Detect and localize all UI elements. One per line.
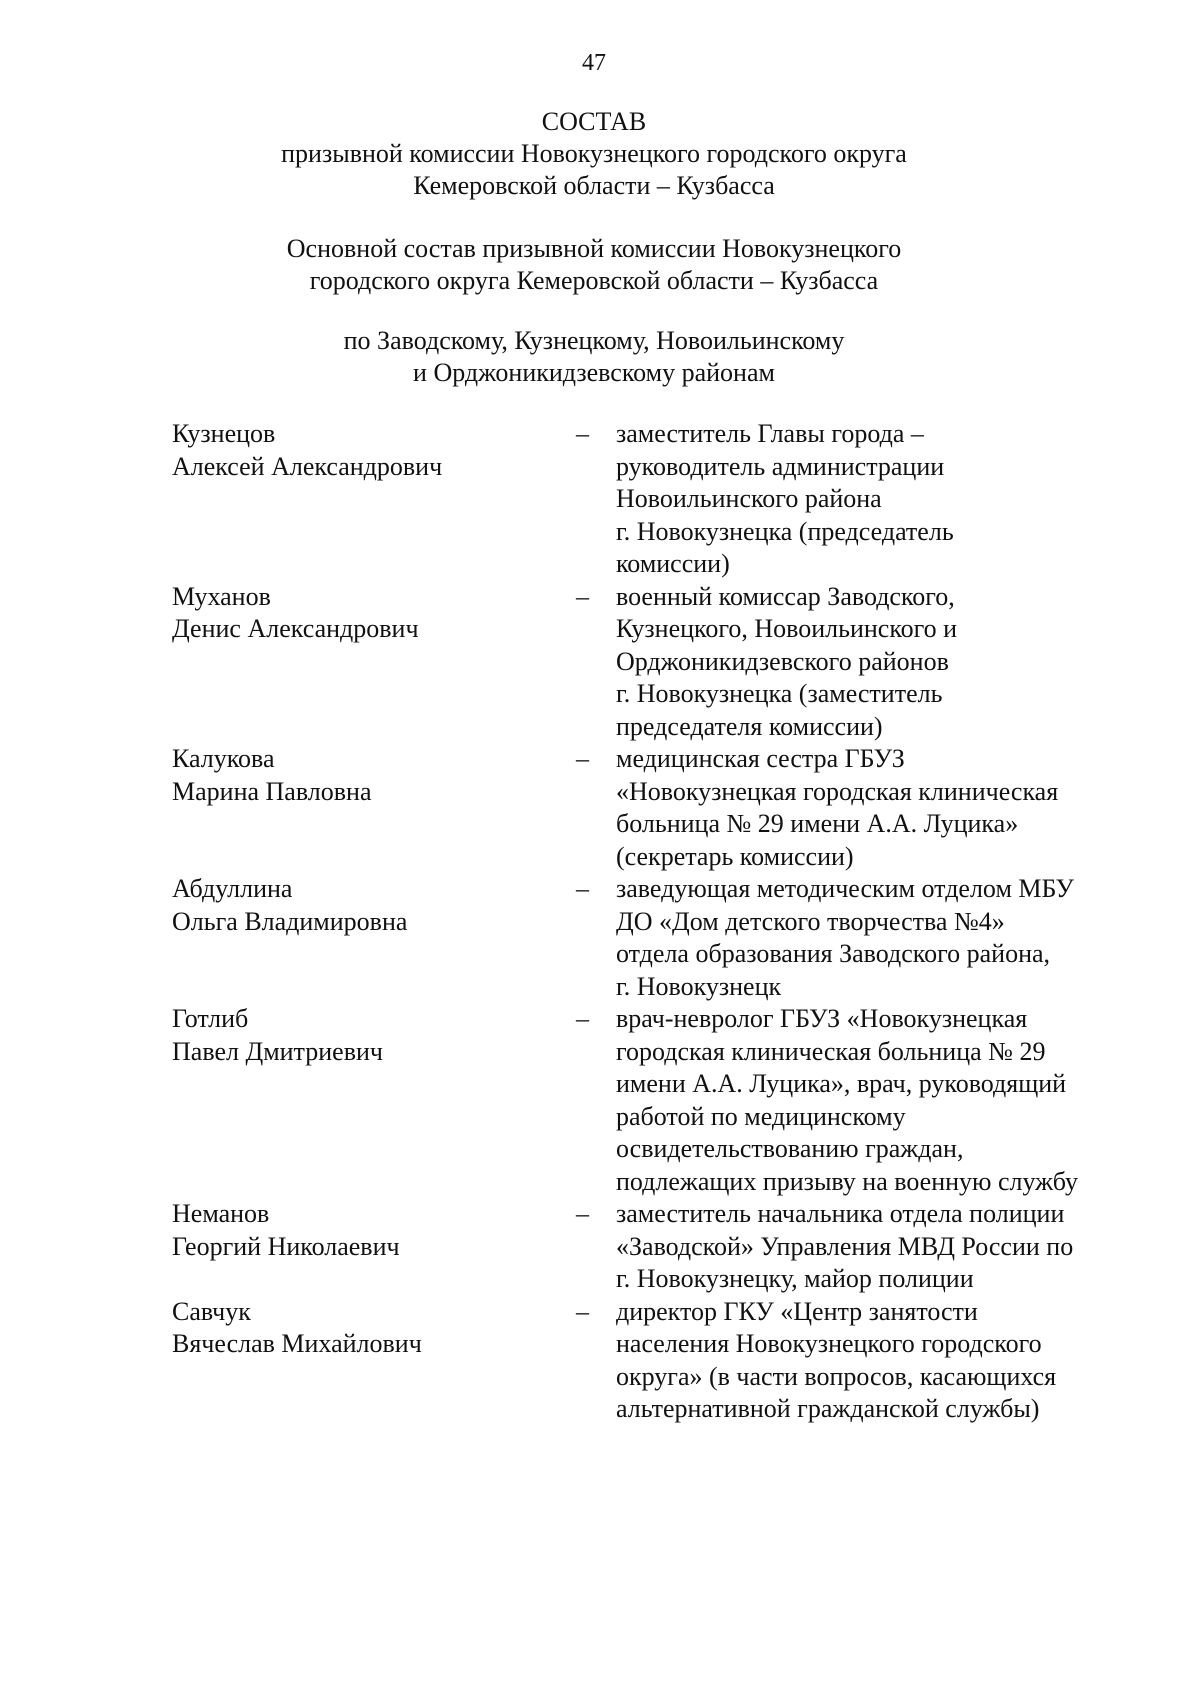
member-name [172, 418, 572, 483]
member-row [172, 1198, 1132, 1296]
document-subtitle [0, 233, 1188, 297]
member-role [616, 581, 1132, 744]
member-row [172, 1003, 1132, 1198]
member-role-line: Новоильинского района [616, 484, 882, 513]
member-role [616, 873, 1132, 1003]
member-role [616, 1296, 1132, 1426]
subtitle-line: Основной состав призывной комиссии Новокузнецкого [286, 234, 902, 263]
title-line: призывной комиссии Новокузнецкого городского округа [281, 139, 907, 168]
document-title [0, 106, 1188, 202]
member-row [172, 1296, 1132, 1426]
member-role-line: комиссии) [616, 549, 730, 578]
member-role-line: альтернативной гражданской службы) [616, 1394, 1040, 1423]
member-role-line: больница № 29 имени А.А. Луцика» [616, 809, 1019, 838]
member-name [172, 1198, 572, 1263]
member-dash: – [576, 1004, 589, 1033]
member-role-line: городская клиническая больница № 29 [616, 1036, 1046, 1066]
member-role-line: руководитель администрации [616, 451, 945, 481]
member-dash: – [576, 581, 589, 611]
member-surname: Кузнецов [172, 419, 276, 448]
member-surname: Неманов [172, 1199, 270, 1228]
member-role-line: председателя комиссии) [616, 711, 883, 741]
member-role-line: отдела образования Заводского района, [616, 939, 1051, 968]
member-given-names: Ольга Владимировна [172, 906, 408, 936]
districts-heading [0, 325, 1188, 389]
member-surname: Калукова [172, 744, 275, 773]
member-surname: Абдуллина [172, 874, 293, 903]
member-row [172, 581, 1132, 744]
member-surname: Савчук [172, 1296, 251, 1326]
member-role-line: директор ГКУ «Центр занятости [616, 1296, 978, 1326]
subtitle-line: городского округа Кемеровской области – Кузбасса [309, 266, 879, 295]
districts-line: по Заводскому, Кузнецкому, Новоильинскому [343, 326, 845, 355]
member-role-line: врач-невролог ГБУЗ «Новокузнецкая [616, 1004, 1028, 1033]
member-role-line: г. Новокузнецк [616, 971, 782, 1001]
member-role-line: заместитель Главы города – [616, 419, 924, 448]
member-dash: – [576, 874, 589, 903]
member-row [172, 743, 1132, 873]
member-name [172, 581, 572, 646]
member-role-line: населения Новокузнецкого городского [616, 1329, 1042, 1358]
member-role [616, 418, 1132, 581]
member-role-line: освидетельствованию граждан, [616, 1134, 964, 1163]
member-name [172, 1003, 572, 1068]
member-role-line: г. Новокузнецку, майор полиции [616, 1264, 974, 1293]
member-surname: Муханов [172, 581, 271, 611]
member-row [172, 873, 1132, 1003]
member-role-line: имени А.А. Луцика», врач, руководящий [616, 1069, 1067, 1098]
member-role-line: заведующая методическим отделом МБУ [616, 874, 1074, 903]
member-given-names: Павел Дмитриевич [172, 1036, 383, 1066]
member-name [172, 1296, 572, 1361]
member-role-line: г. Новокузнецка (заместитель [616, 679, 943, 708]
member-role-line: ДО «Дом детского творчества №4» [616, 906, 1005, 936]
member-dash: – [576, 1199, 589, 1228]
member-role-line: военный комиссар Заводского, [616, 581, 955, 611]
title-line: СОСТАВ [541, 107, 647, 136]
member-role-line: работой по медицинскому [616, 1101, 906, 1131]
districts-line: и Орджоникидзевскому районам [413, 358, 775, 387]
member-dash: – [576, 744, 589, 773]
member-role-line: заместитель начальника отдела полиции [616, 1199, 1065, 1228]
title-line: Кемеровской области – Кузбасса [413, 171, 775, 200]
member-dash: – [576, 419, 589, 448]
member-role-line: (секретарь комиссии) [616, 841, 854, 871]
member-role [616, 743, 1132, 873]
member-role-line: округа» (в части вопросов, касающихся [616, 1361, 1057, 1391]
member-given-names: Марина Павловна [172, 776, 372, 806]
member-role-line: г. Новокузнецка (председатель [616, 516, 954, 546]
page-number: 47 [582, 50, 606, 76]
member-given-names: Георгий Николаевич [172, 1231, 400, 1261]
member-role-line: «Новокузнецкая городская клиническая [616, 776, 1059, 806]
member-row [172, 418, 1132, 581]
member-surname: Готлиб [172, 1004, 249, 1033]
member-given-names: Денис Александрович [172, 614, 419, 643]
member-given-names: Вячеслав Михайлович [172, 1329, 422, 1358]
member-role-line: подлежащих призыву на военную службу [616, 1166, 1078, 1196]
member-role [616, 1003, 1132, 1198]
member-role-line: Кузнецкого, Новоильинского и [616, 614, 958, 643]
member-name [172, 873, 572, 938]
members-list [172, 418, 1132, 1426]
member-role-line: медицинская сестра ГБУЗ [616, 744, 905, 773]
member-role-line: Орджоникидзевского районов [616, 646, 949, 676]
member-role [616, 1198, 1132, 1296]
member-role-line: «Заводской» Управления МВД России по [616, 1231, 1074, 1261]
member-dash: – [576, 1296, 589, 1326]
member-given-names: Алексей Александрович [172, 451, 443, 481]
member-name [172, 743, 572, 808]
